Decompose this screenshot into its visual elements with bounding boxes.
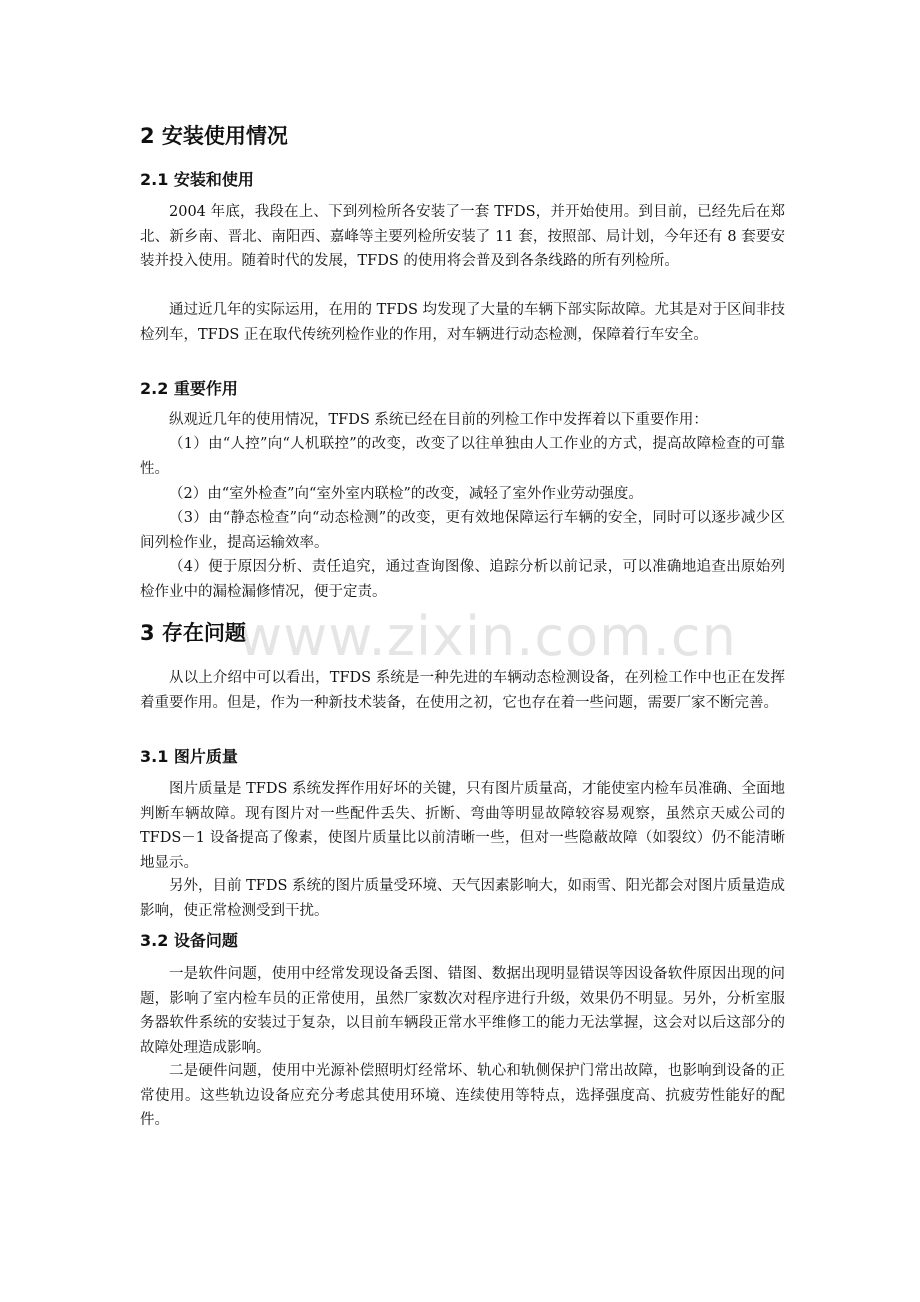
paragraph: 纵观近几年的使用情况，TFDS 系统已经在目前的列检工作中发挥着以下重要作用： <box>169 412 708 428</box>
section-2-2-heading: 2.2 重要作用 <box>140 379 238 398</box>
paragraph: 另外，目前 TFDS 系统的图片质量受环境、天气因素影响大，如雨雪、阳光都会对图片质量造成影响，使正常检测受到干扰。 <box>140 878 786 919</box>
paragraph: 一是软件问题，使用中经常发现设备丢图、错图、数据出现明显错误等因设备软件原因出现的问题，影响了室内检车员的正常使用，虽然厂家数次对程序进行升级，效果仍不明显。另外，分析室服务器软件系统的安装过于复杂，以目前车辆段正常水平维修工的能力无法掌握，这会对以后这部分的故障处理造成影响。 <box>140 966 785 1056</box>
section-3-2-heading: 3.2 设备问题 <box>140 931 238 950</box>
list-item: （1）由“人控”向“人机联控”的改变，改变了以往单独由人工作业的方式，提高故障检查的可靠性。 <box>140 436 785 477</box>
section-2-heading: 2 安装使用情况 <box>140 124 288 148</box>
watermark: www.zixin.com.cn <box>238 605 737 668</box>
section-2-1-heading: 2.1 安装和使用 <box>140 170 254 189</box>
list-item: （4）便于原因分析、责任追究，通过查询图像、追踪分析以前记录，可以准确地追查出原始列检作业中的漏检漏修情况，便于定责。 <box>140 559 785 600</box>
paragraph: 2004 年底，我段在上、下到列检所各安装了一套 TFDS，并开始使用。到目前，已经先后在郑北、新乡南、晋北、南阳西、嘉峰等主要列检所安装了 11 套，按照部、局计划，今年还有 8 套要安装并投入使用。随着时代的发展，TFDS 的使用将会普及到各条线路的所有列检所。 <box>140 204 785 269</box>
list-item: （2）由“室外检查”向“室外室内联检”的改变，减轻了室外作业劳动强度。 <box>169 486 643 502</box>
paragraph: 二是硬件问题，使用中光源补偿照明灯经常坏、轨心和轨侧保护门常出故障，也影响到设备的正常使用。这些轨边设备应充分考虑其使用环境、连续使用等特点，选择强度高、抗疲劳性能好的配件。 <box>140 1063 785 1128</box>
paragraph: 通过近几年的实际运用，在用的 TFDS 均发现了大量的车辆下部实际故障。尤其是对于区间非技检列车，TFDS 正在取代传统列检作业的作用，对车辆进行动态检测，保障着行车安全。 <box>140 302 786 343</box>
list-item: （3）由“静态检查”向“动态检测”的改变，更有效地保障运行车辆的安全，同时可以逐步减少区间列检作业，提高运输效率。 <box>140 510 785 551</box>
paragraph: 从以上介绍中可以看出，TFDS 系统是一种先进的车辆动态检测设备，在列检工作中也正在发挥着重要作用。但是，作为一种新技术装备，在使用之初，它也存在着一些问题，需要厂家不断完善。 <box>140 670 785 711</box>
paragraph: 图片质量是 TFDS 系统发挥作用好坏的关键，只有图片质量高，才能使室内检车员准确、全面地判断车辆故障。现有图片对一些配件丢失、折断、弯曲等明显故障较容易观察，虽然京天威公司的 TFDS－1 设备提高了像素，使图片质量比以前清晰一些，但对一些隐蔽故障（如裂纹）仍不能清晰地显示。 <box>140 781 786 871</box>
section-3-heading: 3 存在问题 <box>140 621 246 645</box>
section-3-1-heading: 3.1 图片质量 <box>140 747 238 766</box>
